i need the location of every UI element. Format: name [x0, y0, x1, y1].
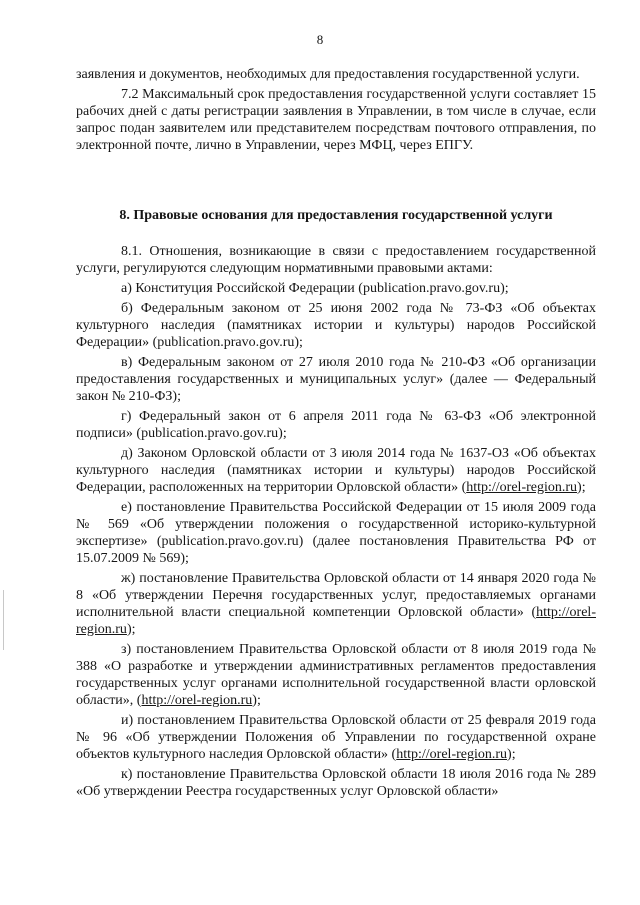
legal-basis-list: [76, 243, 596, 803]
item-zh-link[interactable]: http://orel-region.ru: [76, 605, 596, 637]
item-z-text: з) постановлением Правительства Орловской области от 8 июля 2019 года № 388 «О разработке и утверждении административных регламентов предоставления государственных услуг органами исполнительной государственной власти орловской области», (: [76, 642, 596, 708]
page-number: 8: [316, 32, 324, 47]
item-a: а) Конституция Российской Федерации (publication.pravo.gov.ru);: [121, 281, 509, 296]
item-zh-suffix: );: [126, 622, 136, 637]
item-d-suffix: );: [577, 480, 586, 495]
item-i-suffix: );: [507, 747, 516, 762]
item-z-suffix: );: [252, 693, 261, 708]
item-e: е) постановление Правительства Российской Федерации от 15 июля 2009 года № 569 «Об утверждении положения о государственной историко-культурной экспертизе» (publication.pravo.gov.ru) (далее постановления Правительства РФ от 15.07.2009 № 569);: [76, 500, 596, 566]
item-i-text: и) постановлением Правительства Орловской области от 25 февраля 2019 года № 96 «Об утверждении Положения об Управлении по государственной охране объектов культурного наследия Орловской области» (: [76, 713, 596, 762]
section-heading: 8. Правовые основания для предоставления государственной услуги: [119, 208, 553, 223]
item-zh: [76, 570, 596, 638]
item-z-link[interactable]: http://orel-region.ru: [141, 693, 253, 708]
top-text-block: [76, 66, 596, 157]
paragraph-7-2: 7.2 Максимальный срок предоставления государственной услуги составляет 15 рабочих дней с даты регистрации заявления в Управлении, в том числе в случае, если запрос подан заявителем или представителем посредствам почтового отправления, по электронной почте, лично в Управлении, через МФЦ, через ЕПГУ.: [76, 87, 596, 153]
scan-edge-mark: [3, 590, 4, 650]
item-i-link[interactable]: http://orel-region.ru: [396, 747, 508, 762]
item-z: [76, 641, 596, 709]
paragraph-8-1: 8.1. Отношения, возникающие в связи с предоставлением государственной услуги, регулируются следующим нормативными правовыми актами:: [76, 244, 596, 276]
item-d: [76, 445, 596, 496]
item-d-text: д) Законом Орловской области от 3 июля 2014 года № 1637-ОЗ «Об объектах культурного наследия (памятниках истории и культуры) народов Российской Федерации, расположенных на территории Орловской области» (: [76, 446, 596, 495]
item-d-link[interactable]: http://orel-region.ru: [466, 480, 578, 495]
item-zh-text: ж) постановление Правительства Орловской области от 14 января 2020 года № 8 «Об утверждении Перечня государственных услуг, предоставляемых органами исполнительной власти специальной компетенции Орловской области» (: [76, 571, 596, 620]
item-i: [76, 712, 596, 763]
item-v: в) Федеральным законом от 27 июля 2010 года № 210-ФЗ «Об организации предоставления государственных и муниципальных услуг» (далее — Федеральный закон № 210-ФЗ);: [76, 355, 596, 404]
paragraph-continuation: заявления и документов, необходимых для предоставления государственной услуги.: [76, 67, 580, 82]
item-k: к) постановление Правительства Орловской области 18 июля 2016 года № 289 «Об утверждении Реестра государственных услуг Орловской области»: [76, 767, 596, 799]
item-g: г) Федеральный закон от 6 апреля 2011 года № 63-ФЗ «Об электронной подписи» (publication.pravo.gov.ru);: [76, 409, 596, 441]
item-b: б) Федеральным законом от 25 июня 2002 года № 73-ФЗ «Об объектах культурного наследия (памятниках истории и культуры) народов Российской Федерации» (publication.pravo.gov.ru);: [76, 301, 596, 350]
